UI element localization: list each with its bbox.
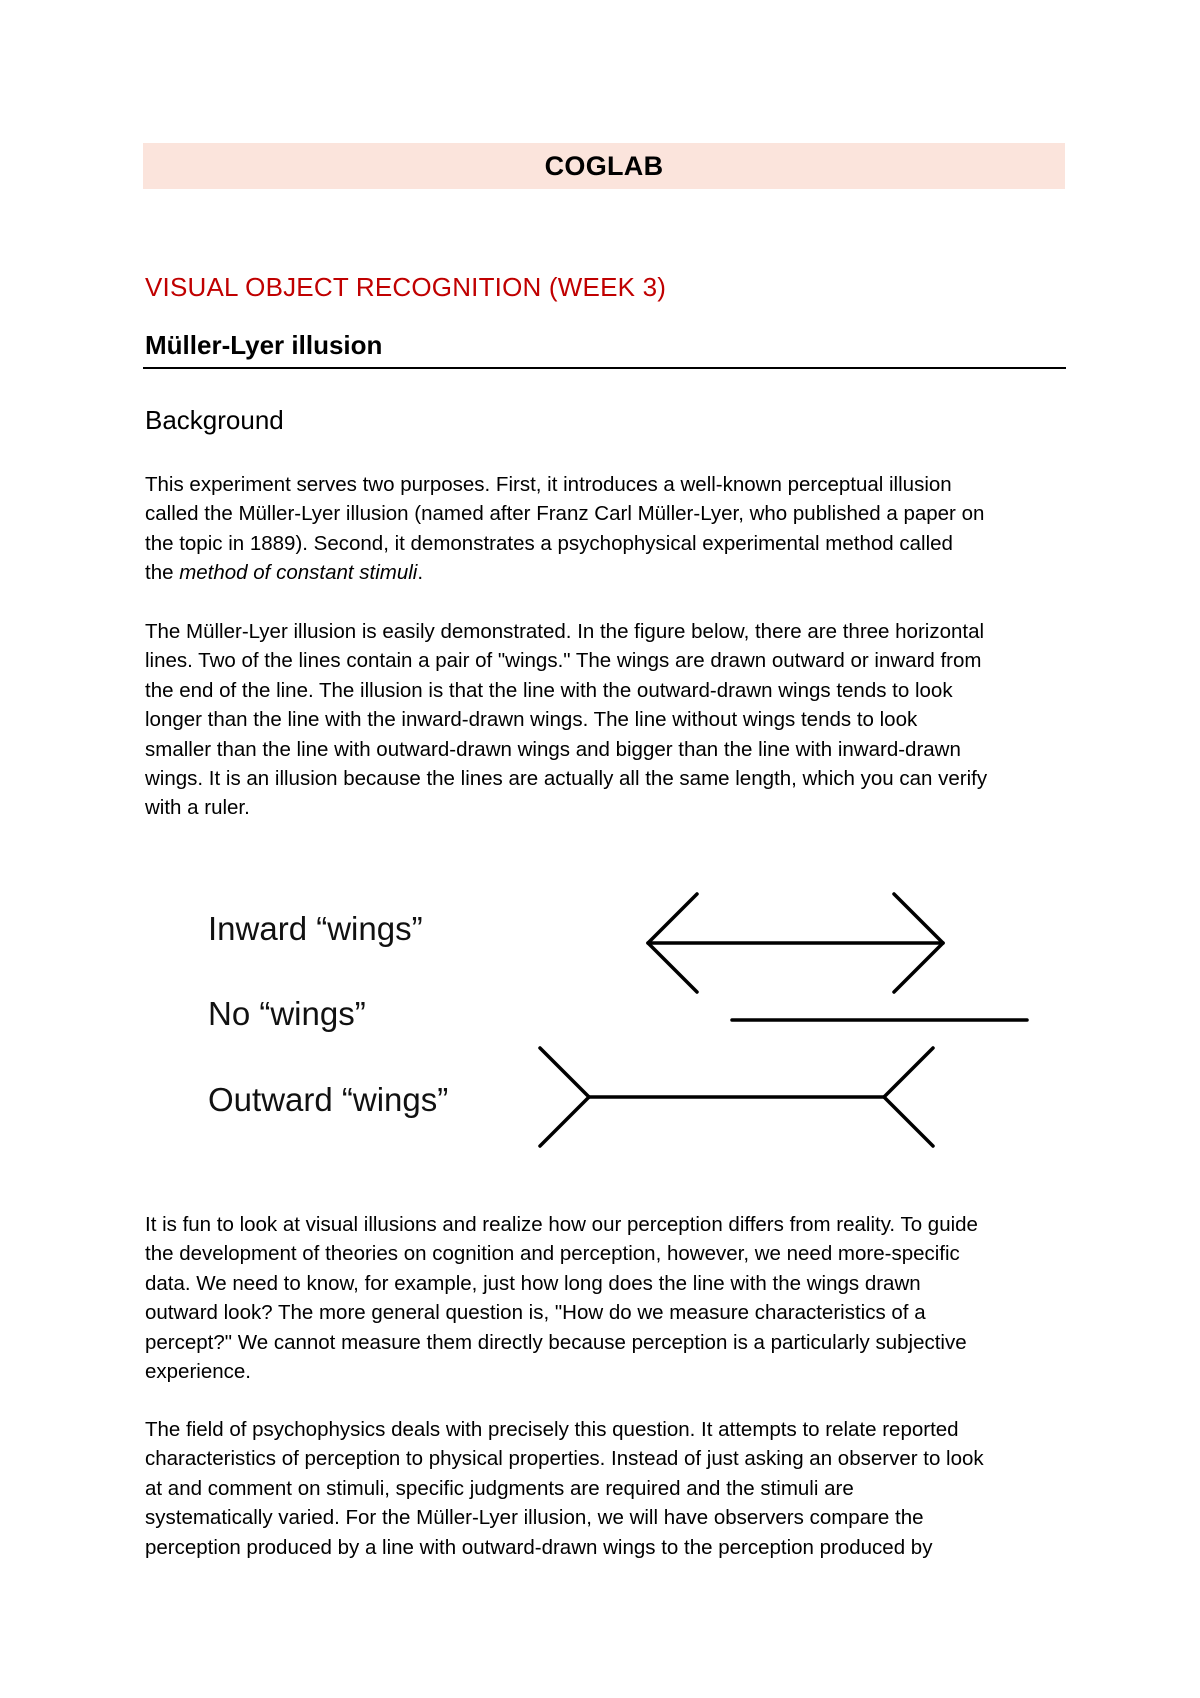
background-heading: Background xyxy=(145,405,284,435)
outward-left-wing-bottom xyxy=(540,1097,589,1146)
text-line: smaller than the line with outward-drawn wings and bigger than the line with inward-drawn xyxy=(145,737,961,761)
text-line: data. We need to know, for example, just how long does the line with the wings drawn xyxy=(145,1271,921,1295)
inward-right-wing-top xyxy=(894,894,943,943)
text-line: outward look? The more general question is, "How do we measure characteristics of a xyxy=(145,1301,926,1325)
label-outward-wings: Outward “wings” xyxy=(208,1081,449,1118)
method-term: method of constant stimuli xyxy=(179,561,418,585)
text-line: percept?" We cannot measure them directly because perception is a particularly subjective xyxy=(145,1330,967,1354)
text-line: characteristics of perception to physical properties. Instead of just asking an observer to look xyxy=(145,1447,984,1471)
text-line: longer than the line with the inward-drawn wings. The line without wings tends to look xyxy=(145,708,918,732)
text-line: The field of psychophysics deals with precisely this question. It attempts to relate reported xyxy=(145,1418,959,1441)
paragraph-illusion xyxy=(145,617,1075,823)
subsection-title: Müller-Lyer illusion xyxy=(145,330,383,360)
text-line: the development of theories on cognition and perception, however, we need more-specific xyxy=(145,1242,960,1266)
text-line: wings. It is an illusion because the lines are actually all the same length, which you can verify xyxy=(145,767,988,791)
paragraph-intro xyxy=(145,470,1075,588)
inward-left-wing-bottom xyxy=(648,943,697,992)
title-divider xyxy=(143,367,1066,369)
banner-title: COGLAB xyxy=(143,143,1065,189)
section-title: VISUAL OBJECT RECOGNITION (WEEK 3) xyxy=(145,272,667,302)
text-line: with a ruler. xyxy=(145,796,250,820)
outward-left-wing-top xyxy=(540,1048,589,1097)
text-line: lines. Two of the lines contain a pair of "wings." The wings are drawn outward or inward from xyxy=(145,649,982,673)
outward-right-wing-top xyxy=(884,1048,933,1097)
text-fragment: the xyxy=(145,561,180,585)
inward-left-wing-top xyxy=(648,894,697,943)
paragraph-measurement xyxy=(145,1210,1075,1386)
text-line: perception produced by a line with outward-drawn wings to the perception produced by xyxy=(145,1535,933,1559)
text-line: The Müller-Lyer illusion is easily demonstrated. In the figure below, there are three horizontal xyxy=(145,620,985,643)
label-inward-wings: Inward “wings” xyxy=(208,910,423,947)
text-line: called the Müller-Lyer illusion (named after Franz Carl Müller-Lyer, who published a paper on xyxy=(145,502,985,526)
text-line: This experiment serves two purposes. First, it introduces a well-known perceptual illusion xyxy=(145,473,952,496)
muller-lyer-figure xyxy=(200,880,1040,1160)
text-line: It is fun to look at visual illusions and realize how our perception differs from reality. To guide xyxy=(145,1213,978,1236)
label-no-wings: No “wings” xyxy=(208,995,366,1032)
inward-right-wing-bottom xyxy=(894,943,943,992)
text-line: the topic in 1889). Second, it demonstrates a psychophysical experimental method called xyxy=(145,531,953,555)
text-line: systematically varied. For the Müller-Lyer illusion, we will have observers compare the xyxy=(145,1506,924,1530)
outward-right-wing-bottom xyxy=(884,1097,933,1146)
text-fragment: . xyxy=(417,561,424,585)
text-line xyxy=(145,558,1075,587)
text-line: experience. xyxy=(145,1360,251,1384)
text-line: the end of the line. The illusion is that the line with the outward-drawn wings tends to look xyxy=(145,678,953,702)
paragraph-psychophysics xyxy=(145,1415,1075,1562)
text-line: at and comment on stimuli, specific judgments are required and the stimuli are xyxy=(145,1476,854,1500)
